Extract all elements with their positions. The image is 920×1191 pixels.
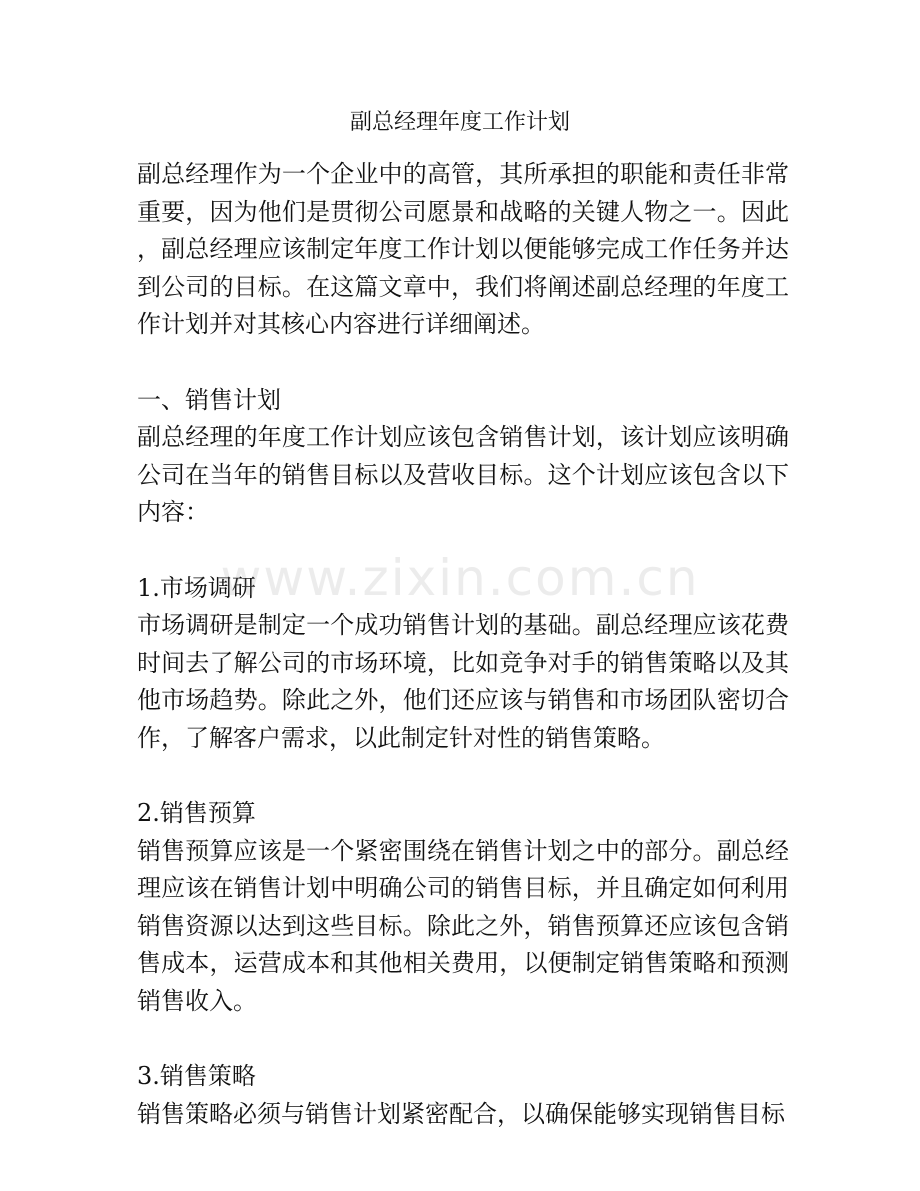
item-paragraph-market-research: 市场调研是制定一个成功销售计划的基础。副总经理应该花费时间去了解公司的市场环境，比如竞争对手的销售策略以及其他市场趋势。除此之外，他们还应该与销售和市场团队密切合作，了解客户需求，以此制定针对性的销售策略。 xyxy=(137,611,789,752)
item-heading-market-research: 1.市场调研 xyxy=(137,573,256,602)
intro-paragraph: 副总经理作为一个企业中的高管，其所承担的职能和责任非常重要，因为他们是贯彻公司愿景和战略的关键人物之一。因此，副总经理应该制定年度工作计划以便能够完成工作任务并达到公司的目标。在这篇文章中，我们将阐述副总经理的年度工作计划并对其核心内容进行详细阐述。 xyxy=(137,160,789,339)
paragraph-gap xyxy=(137,344,789,382)
document-title: 副总经理年度工作计划 xyxy=(349,110,570,135)
document-body xyxy=(137,156,789,1133)
item-heading-sales-budget: 2.销售预算 xyxy=(137,799,256,828)
item-paragraph-sales-strategy: 销售策略必须与销售计划紧密配合，以确保能够实现销售目标 xyxy=(137,1099,785,1128)
item-paragraph-sales-budget: 销售预算应该是一个紧密围绕在销售计划之中的部分。副总经理应该在销售计划中明确公司的销售目标，并且确定如何利用销售资源以达到这些目标。除此之外，销售预算还应该包含销售成本，运营成本和其他相关费用，以便制定销售策略和预测销售收入。 xyxy=(137,836,789,1016)
item-heading-sales-strategy: 3.销售策略 xyxy=(137,1062,256,1091)
paragraph-gap xyxy=(137,1021,789,1059)
section-heading-sales-plan: 一、销售计划 xyxy=(137,385,281,414)
watermark: www.zixin.com.cn xyxy=(220,549,700,607)
paragraph-gap xyxy=(137,532,789,570)
paragraph-gap xyxy=(137,758,789,796)
section-paragraph-sales-plan: 副总经理的年度工作计划应该包含销售计划，该计划应该明确公司在当年的销售目标以及营收目标。这个计划应该包含以下内容： xyxy=(137,423,789,527)
